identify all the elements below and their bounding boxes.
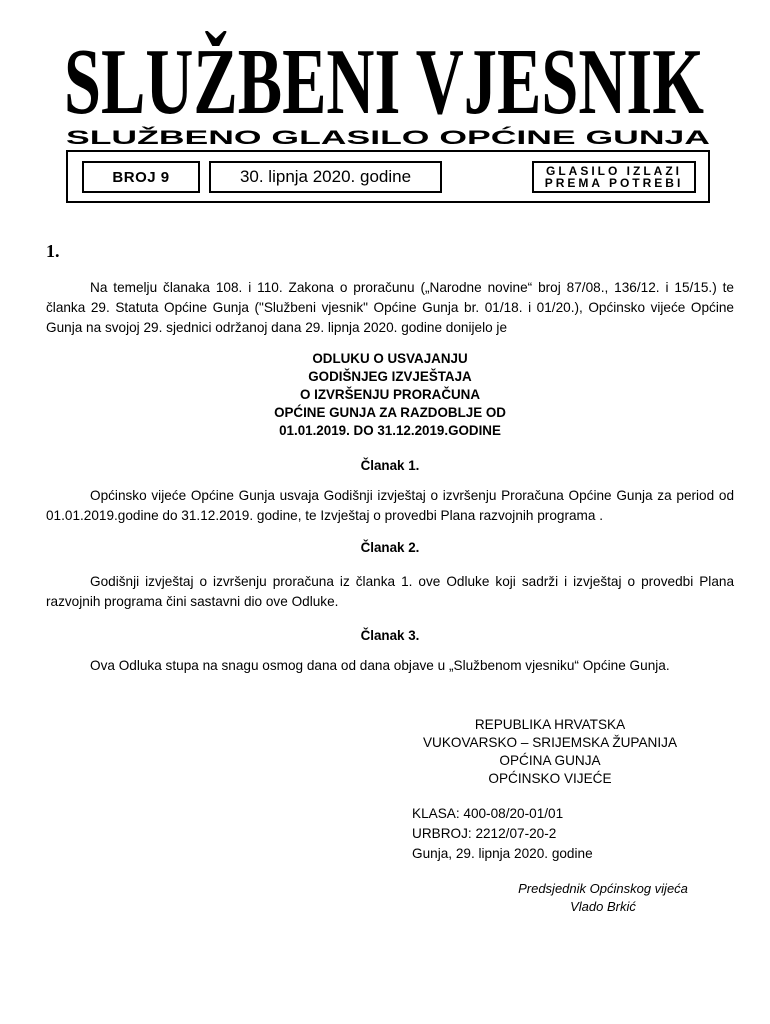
decision-title-line: ODLUKU O USVAJANJU — [312, 351, 468, 366]
publication-note-line1: GLASILO IZLAZI — [546, 164, 682, 178]
authority-line: VUKOVARSKO – SRIJEMSKA ŽUPANIJA — [422, 735, 678, 750]
issuing-authority — [405, 716, 695, 788]
document-reference — [412, 804, 593, 864]
section-number: 1. — [46, 241, 60, 261]
issue-number-box — [82, 161, 200, 193]
decision-title-line: O IZVRŠENJU PRORAČUNA — [299, 387, 481, 402]
preamble-paragraph: Na temelju članaka 108. i 110. Zakona o proračunu („Narodne novine“ broj 87/08., 136/12. i 15/15.) te članka 29. Statuta Općine Gunja ("Službeni vjesnik" Općine Gunja br. 01/18. i 01/20.), Općinsko vijeće Općine Gunja na svojoj 29. sjednici održanoj dana 29. lipnja 2020. godine donijelo je — [46, 280, 734, 335]
publication-note-box — [532, 161, 696, 193]
signer-title: Predsjednik Općinskog vijeća — [518, 881, 688, 896]
publication-note-line2: PREMA POTREBI — [544, 176, 684, 190]
newspaper-title-text: SLUŽBENI VJESNIK — [64, 29, 705, 118]
authority-line: OPĆINSKO VIJEĆE — [488, 771, 612, 786]
newspaper-title — [64, 14, 710, 118]
newspaper-subtitle-text: SLUŽBENO GLASILO OPĆINE GUNJA — [66, 128, 411, 148]
article-2-heading: Članak 2. — [360, 540, 420, 555]
issue-info-bar — [66, 150, 710, 203]
decision-title-line: 01.01.2019. DO 31.12.2019.GODINE — [279, 423, 501, 438]
newspaper-subtitle — [66, 124, 712, 148]
klasa-line: KLASA: 400-08/20-01/01 — [412, 806, 564, 821]
place-date-line: Gunja, 29. lipnja 2020. godine — [412, 846, 593, 861]
article-1-text: Općinsko vijeće Općine Gunja usvaja Godišnji izvještaj o izvršenju Proračuna Općine Gunja za period od 01.01.2019.godine do 31.12.2019. godine, te Izvještaj o provedbi Plana razvojnih programa . — [46, 488, 734, 523]
issue-date: 30. lipnja 2020. godine — [239, 167, 412, 186]
article-3-heading: Članak 3. — [360, 628, 420, 643]
article-2-text: Godišnji izvještaj o izvršenju proračuna iz članka 1. ove Odluke koji sadrži i izvještaj o provedbi Plana razvojnih programa čini sastavni dio ove Odluke. — [46, 574, 734, 609]
signatory — [488, 880, 718, 916]
decision-title — [46, 350, 734, 440]
urbroj-line: URBROJ: 2212/07-20-2 — [412, 826, 557, 841]
authority-line: REPUBLIKA HRVATSKA — [474, 717, 626, 732]
authority-line: OPĆINA GUNJA — [499, 753, 601, 768]
issue-number: BROJ 9 — [112, 168, 170, 186]
decision-title-line: OPĆINE GUNJA ZA RAZDOBLJE OD — [274, 405, 506, 420]
article-3-text: Ova Odluka stupa na snagu osmog dana od dana objave u „Službenom vjesniku“ Općine Gunja. — [90, 658, 670, 673]
decision-title-line: GODIŠNJEG IZVJEŠTAJA — [308, 369, 472, 384]
issue-date-box — [209, 161, 442, 193]
signer-name: Vlado Brkić — [570, 899, 636, 914]
article-1-heading: Članak 1. — [360, 458, 420, 473]
